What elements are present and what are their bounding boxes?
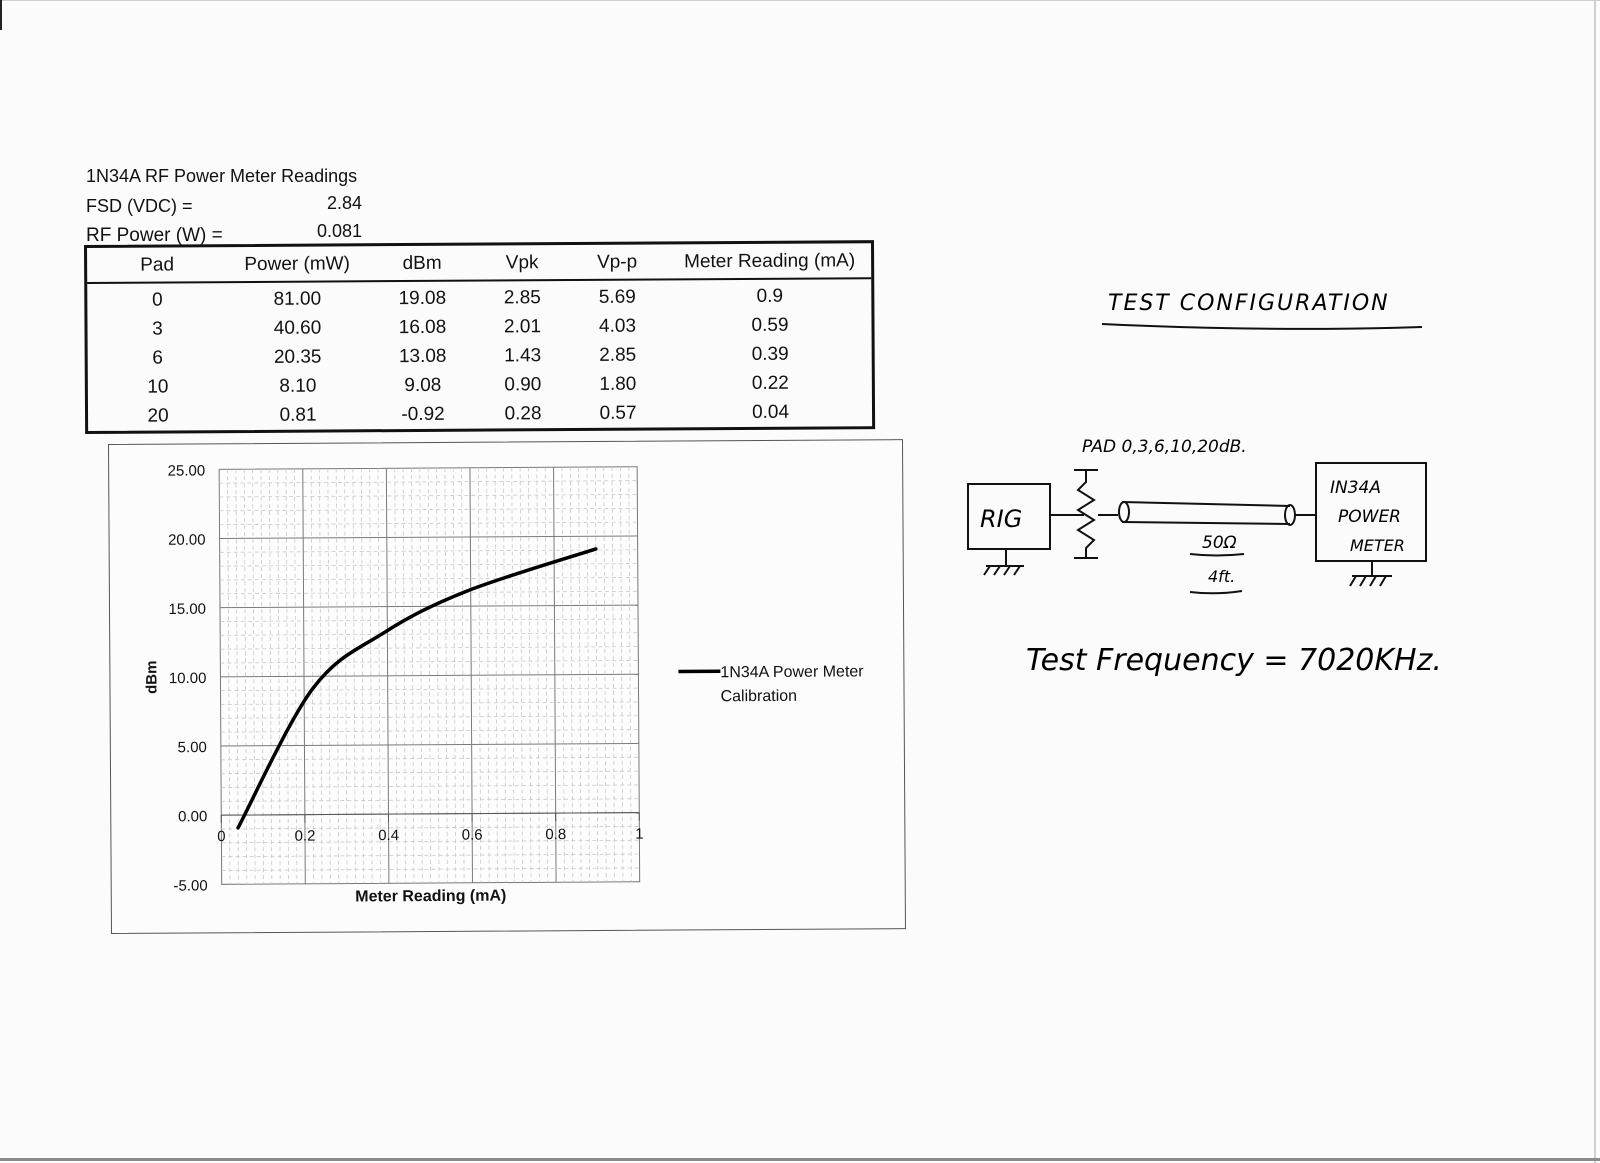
y-axis-title: dBm bbox=[143, 660, 161, 694]
table-cell: 0.81 bbox=[279, 404, 317, 426]
y-tick-label: 20.00 bbox=[167, 531, 206, 549]
table-cell: 20 bbox=[147, 405, 169, 427]
column-header-dbm: dBm bbox=[402, 252, 442, 275]
rf-power-label: RF Power (W) = bbox=[86, 225, 223, 246]
table-cell: 10 bbox=[147, 376, 169, 398]
coax-cable-icon bbox=[1119, 502, 1295, 525]
column-header-pad: Pad bbox=[140, 254, 175, 276]
legend-label-continued: Calibration bbox=[720, 687, 798, 706]
y-tick-label: -5.00 bbox=[173, 877, 208, 895]
meter-label-line-1: IN34A bbox=[1330, 478, 1381, 498]
table-cell: 2.85 bbox=[503, 287, 541, 309]
scan-edge-right bbox=[1594, 0, 1596, 1163]
column-header-vpk: Vpk bbox=[505, 252, 539, 274]
table-cell: 2.01 bbox=[503, 316, 542, 338]
table-cell: 13.08 bbox=[398, 345, 447, 368]
x-tick-label: 1 bbox=[635, 825, 644, 843]
table-cell: 5.69 bbox=[598, 286, 636, 308]
x-tick-label: 0 bbox=[217, 828, 226, 846]
column-header-meter-reading: Meter Reading (mA) bbox=[684, 250, 856, 273]
x-tick-label: 0.4 bbox=[378, 827, 400, 845]
scan-edge-bottom bbox=[0, 1158, 1600, 1161]
y-tick-label: 0.00 bbox=[178, 808, 208, 826]
x-tick-label: 0.6 bbox=[461, 826, 483, 844]
table-cell: 4.03 bbox=[598, 315, 637, 337]
table-cell: 0.57 bbox=[599, 402, 637, 424]
table-cell: 19.08 bbox=[398, 287, 447, 310]
title-underline bbox=[1102, 324, 1422, 329]
x-axis-title: Meter Reading (mA) bbox=[355, 887, 507, 906]
legend-label: 1N34A Power Meter bbox=[720, 663, 864, 682]
table-cell: 0.04 bbox=[751, 401, 790, 423]
calibration-chart bbox=[109, 440, 907, 935]
table-cell: 0.9 bbox=[756, 285, 784, 307]
table-cell: 3 bbox=[152, 318, 163, 340]
fsd-label: FSD (VDC) = bbox=[86, 196, 193, 216]
table-cell: 0.39 bbox=[751, 343, 789, 365]
x-tick-label: 0.8 bbox=[545, 826, 567, 844]
table-cell: 8.10 bbox=[279, 375, 317, 397]
cable-length-label: 4ft. bbox=[1208, 567, 1236, 586]
y-tick-label: 25.00 bbox=[167, 462, 206, 480]
table-cell: 1.80 bbox=[599, 373, 637, 395]
table-cell: 40.60 bbox=[273, 317, 322, 339]
table-cell: 2.85 bbox=[599, 344, 637, 366]
rig-ground-icon bbox=[984, 550, 1024, 575]
y-tick-label: 10.00 bbox=[168, 669, 207, 688]
table-cell: 9.08 bbox=[404, 374, 442, 397]
impedance-underline bbox=[1190, 554, 1244, 556]
test-frequency-note: Test Frequency = 7020KHz. bbox=[1026, 643, 1442, 678]
table-cell: 0.90 bbox=[504, 374, 542, 396]
table-cell: -0.92 bbox=[401, 403, 445, 426]
table-cell: 0 bbox=[151, 289, 163, 311]
length-underline bbox=[1190, 591, 1242, 593]
rig-label: RIG bbox=[980, 505, 1023, 533]
column-header-vpp: Vp-p bbox=[596, 251, 638, 273]
meter-ground-icon bbox=[1350, 561, 1392, 586]
rf-power-value: 0.081 bbox=[316, 221, 362, 241]
calibration-chart-frame bbox=[108, 439, 906, 934]
test-configuration-sketch bbox=[940, 270, 1500, 720]
table-header-rule bbox=[87, 277, 871, 284]
sheet-title: 1N34A RF Power Meter Readings bbox=[86, 166, 358, 186]
readings-table bbox=[84, 240, 875, 434]
scan-edge-mark bbox=[0, 0, 2, 30]
scan-edge bbox=[0, 0, 1600, 1]
pad-label: PAD 0,3,6,10,20dB. bbox=[1082, 437, 1247, 457]
column-header-power: Power (mW) bbox=[244, 253, 350, 276]
meter-label-line-2: POWER bbox=[1338, 507, 1401, 527]
table-cell: 1.43 bbox=[504, 345, 542, 367]
x-tick-label: 0.2 bbox=[294, 827, 316, 845]
table-cell: 0.22 bbox=[751, 372, 789, 394]
test-configuration-title: TEST CONFIGURATION bbox=[1108, 291, 1390, 316]
table-cell: 20.35 bbox=[273, 346, 322, 368]
meter-label-line-3: METER bbox=[1350, 536, 1405, 555]
table-cell: 16.08 bbox=[398, 316, 447, 339]
table-cell: 0.59 bbox=[751, 314, 789, 336]
table-cell: 0.28 bbox=[504, 403, 542, 425]
table-cell: 81.00 bbox=[273, 288, 322, 310]
cable-impedance-label: 50Ω bbox=[1202, 533, 1237, 553]
y-tick-label: 5.00 bbox=[177, 739, 207, 757]
y-tick-label: 15.00 bbox=[168, 600, 207, 618]
fsd-value: 2.84 bbox=[326, 193, 362, 213]
table-cell: 6 bbox=[152, 347, 164, 369]
